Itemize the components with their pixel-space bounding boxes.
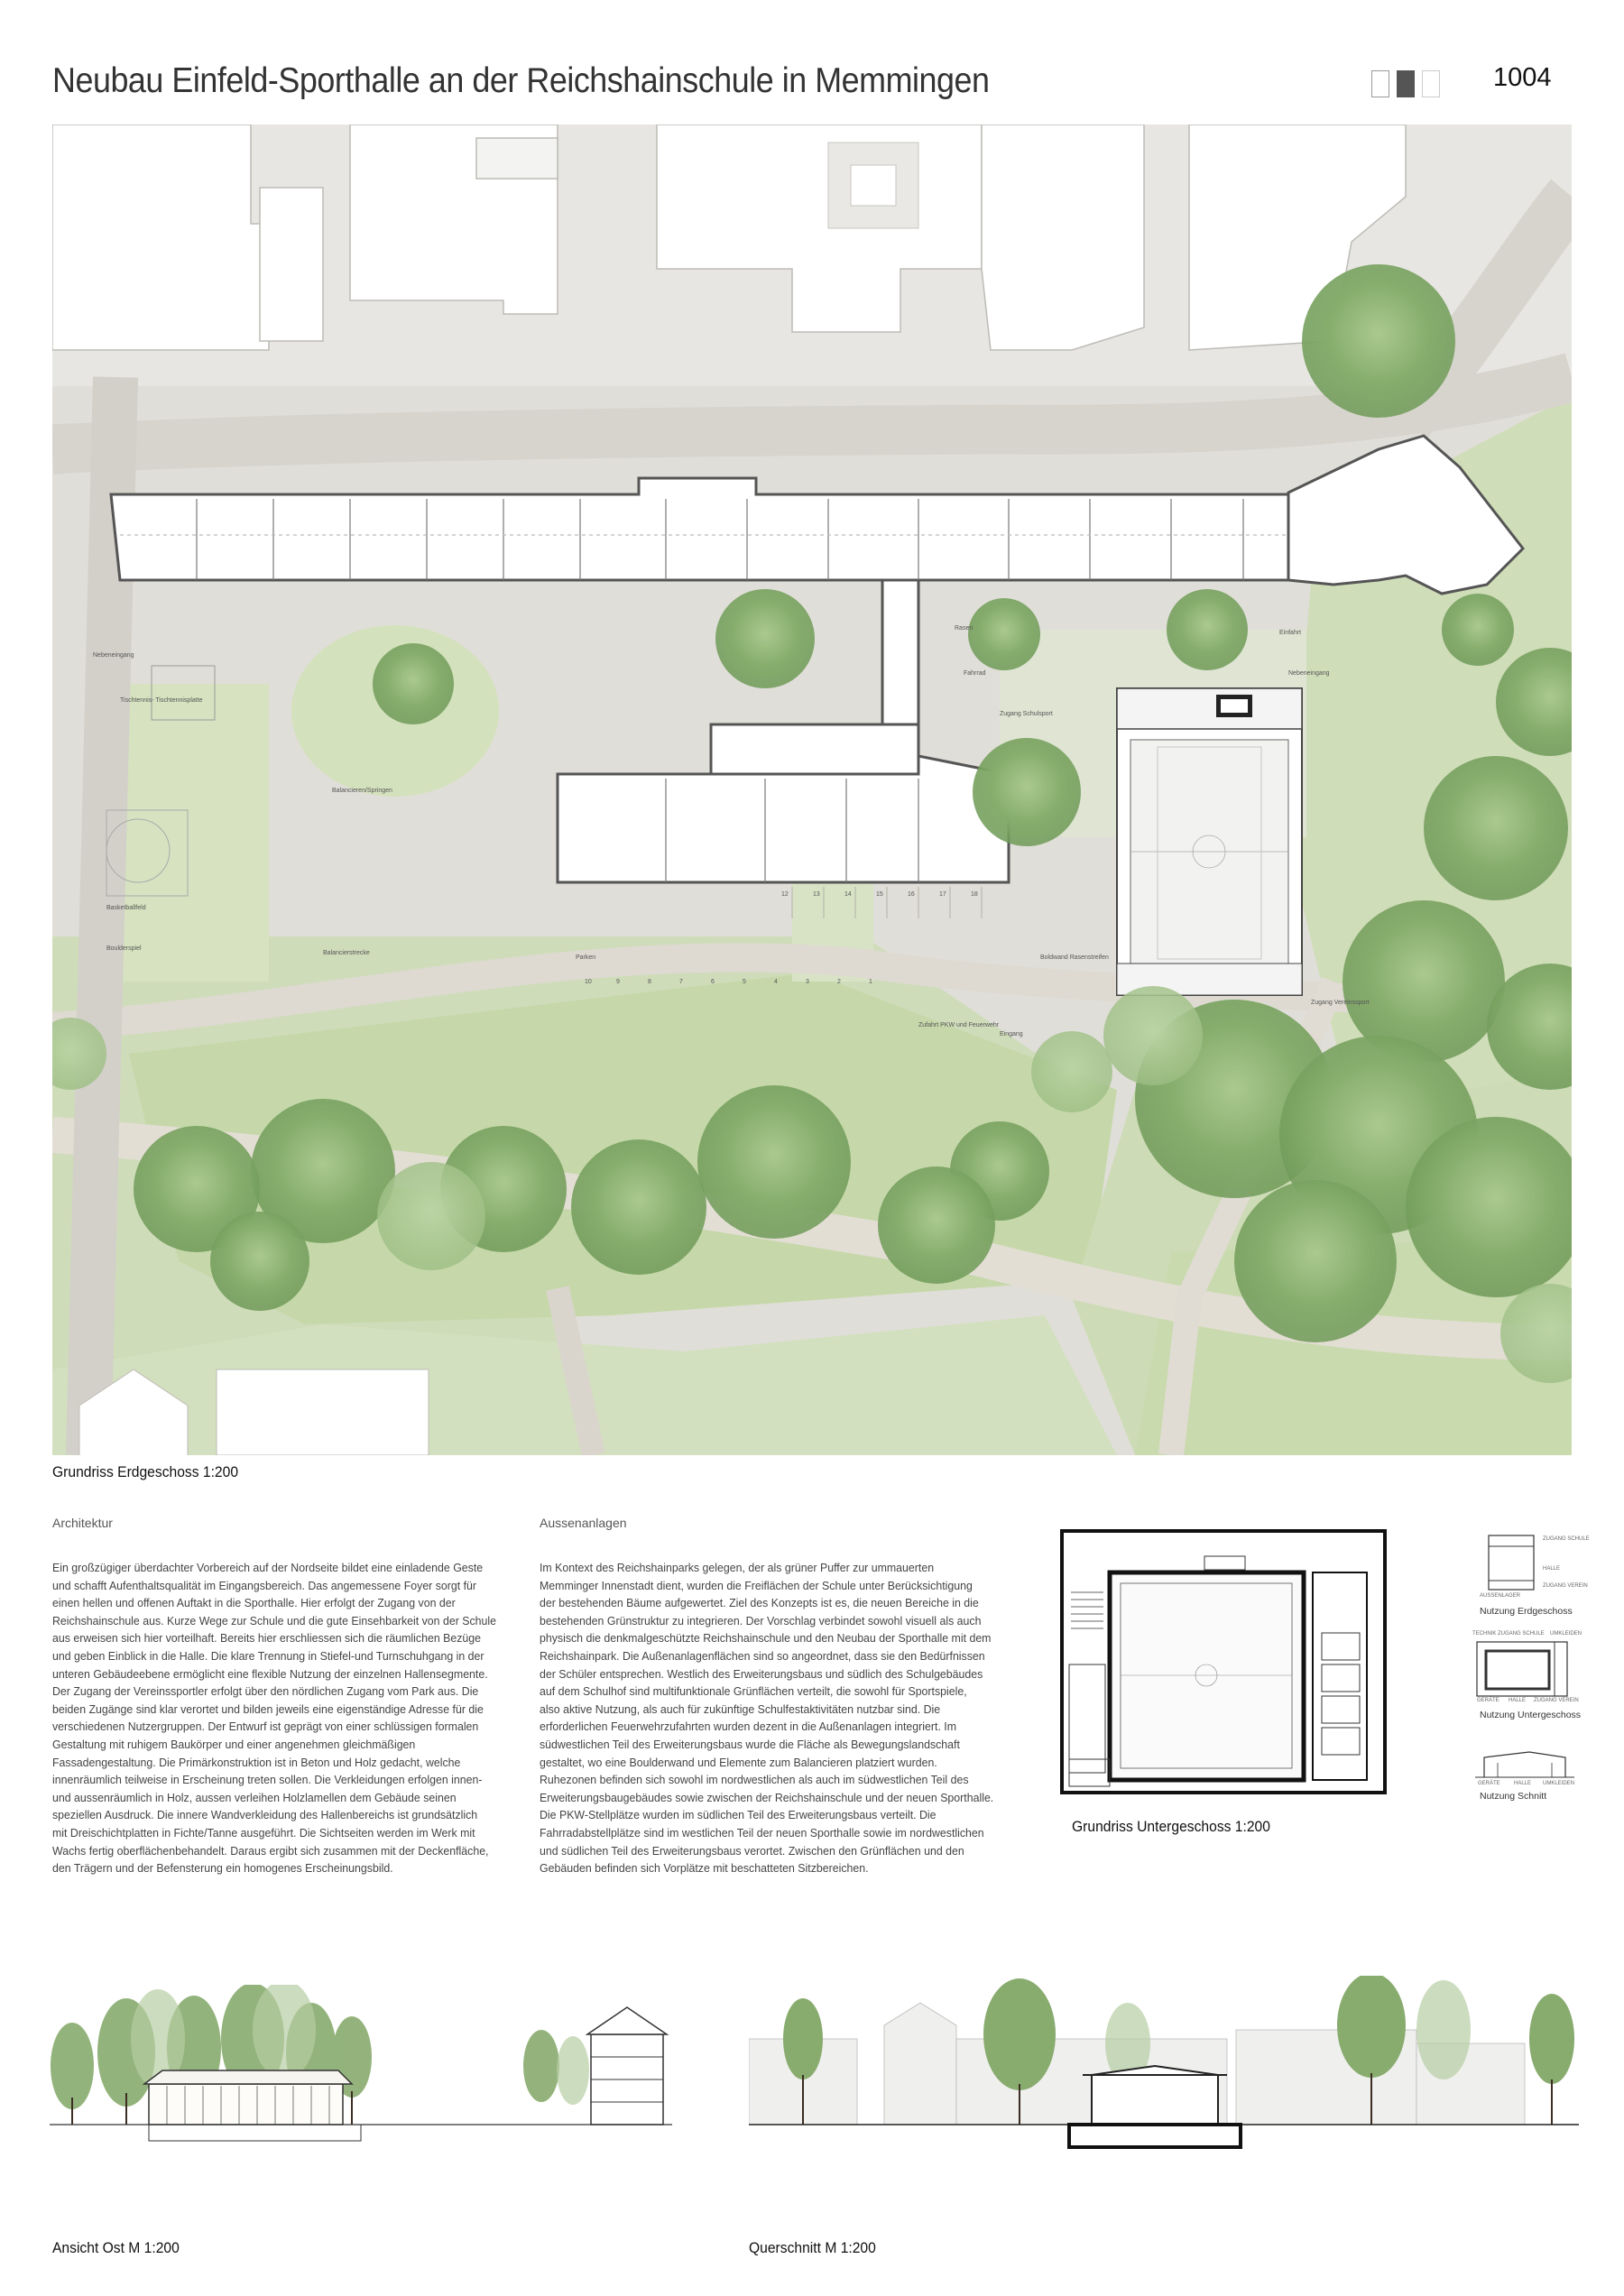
aussenanlagen-line: Im Kontext des Reichshainparks gelegen, der als grüner Puffer zur ummauerten [540, 1561, 935, 1574]
label-einfahrt: Einfahrt [1279, 630, 1302, 636]
floorplan-untergeschoss [1060, 1529, 1387, 1800]
nutzung-ug-caption: Nutzung Untergeschoss [1480, 1710, 1582, 1720]
parking-number: 10 [585, 979, 592, 985]
label-tischtennis: Tischtennis- Tischtennisplatte [120, 697, 203, 704]
aussenanlagen-line: Erweiterungsbaugebäudes sowie zwischen der Reichshainschule und der neuen Sporthalle. [540, 1790, 994, 1804]
parking-number: 14 [844, 891, 852, 898]
label-zugang-vereinssport: Zugang Vereinssport [1311, 1000, 1370, 1006]
architektur-line: verschiedenen Nutzergruppen. Der Entwurf ist geprägt von einer schlüssigen formalen [52, 1720, 479, 1734]
label-zugang-schulsport: Zugang Schulsport [1000, 711, 1053, 717]
site-plan [52, 124, 1572, 1455]
architektur-text [52, 1559, 532, 1877]
architektur-line: und aussenräumlich in Holz, aussen verleihen Holzlamellen dem Gebäude seinen [52, 1790, 457, 1804]
nutzung-untergeschoss-diagram [1475, 1640, 1574, 1703]
label-bolzwand: Boldwand Rasenstreifen [1040, 954, 1109, 961]
aussenanlagen-line: Ruhezonen befinden sich sowohl im nordwestlichen als auch im südwestlichen Teil des [540, 1773, 969, 1787]
aussenanlagen-line: der bestehenden Bäume aufgewertet. Ziel des Konzepts ist es, die neuen Bereiche in die [540, 1596, 979, 1610]
label-zufahrt: Zufahrt PKW und Feuerwehr [918, 1022, 1000, 1028]
label-parken: Parken [576, 954, 596, 961]
nutzung-ug-label-technik: TECHNIK [1472, 1631, 1497, 1637]
floorplan-ug-caption: Grundriss Untergeschoss 1:200 [1072, 1818, 1270, 1835]
architektur-line: speziellen Ausdruck. Die innere Wandverkleidung des Hallenbereichs ist grundsätzlich [52, 1808, 478, 1822]
architektur-line: und geben Einblick in die Halle. Die klare Trennung in Stiefel-und Turnschuhgang in der [52, 1648, 484, 1663]
page-title: Neubau Einfeld-Sporthalle an der Reichshainschule in Memmingen [52, 61, 990, 100]
parking-number: 2 [837, 979, 841, 985]
architektur-heading: Architektur [52, 1516, 113, 1530]
architektur-line: innenräumlich teilweise in Erscheinung treten sollen. Die Verkleidungen erfolgen innen- [52, 1773, 483, 1787]
siteplan-caption: Grundriss Erdgeschoss 1:200 [52, 1463, 239, 1480]
architektur-line: und schafft Aufenthaltsqualität im Eingangsbereich. Das angemessene Foyer sorgt für [52, 1578, 477, 1592]
legend-square-filled [1397, 70, 1415, 97]
ansicht-ost-drawing [50, 1985, 672, 2147]
architektur-line: Fassadengestaltung. Die Primärkonstruktion ist in Beton und Holz gedacht, welche [52, 1755, 461, 1769]
parking-number: 12 [781, 891, 789, 898]
aussenanlagen-heading: Aussenanlagen [540, 1516, 627, 1530]
parking-number: 13 [813, 891, 820, 898]
architektur-line: den Trägern und der Befensterung ein homogenes Erscheinungsbild. [52, 1861, 393, 1876]
querschnitt-caption: Querschnitt M 1:200 [749, 2239, 876, 2256]
aussenanlagen-text [540, 1559, 1020, 1877]
architektur-line: Ein großzügiger überdachter Vorbereich auf der Nordseite bildet eine einladende Geste [52, 1561, 484, 1574]
nutzung-ug-label-halle: HALLE [1509, 1698, 1527, 1703]
parking-number: 18 [971, 891, 978, 898]
architektur-line: aus erweisen sich hier vorteilhaft. Bereits hier erschliessen sich die räumlichen Bezüge [52, 1631, 482, 1646]
aussenanlagen-line: südwestlichen Teil des Erweiterungsbaus wurde die Fläche als Bewegungslandschaft [540, 1737, 960, 1751]
parking-number: 16 [908, 891, 915, 898]
aussenanlagen-line: Fahrradabstellplätze sind im westlichen Teil der neuen Sporthalle sowie im nordwestlichen [540, 1825, 984, 1840]
architektur-line: beiden Zugänge sind klar verortet und bilden jeweils eine eigenständige Adresse für die [52, 1701, 484, 1716]
architektur-line: Reichshainschule aus. Kurze Wege zur Schule und die gute Einsehbarkeit von der Schule [52, 1613, 497, 1627]
label-rasen: Rasen [955, 625, 973, 632]
parking-number: 17 [939, 891, 946, 898]
nutzung-schnitt-label-halle: HALLE [1514, 1781, 1532, 1786]
nutzung-ug-label-zugang-schule: ZUGANG SCHULE [1498, 1631, 1545, 1637]
nutzung-schnitt-caption: Nutzung Schnitt [1480, 1791, 1547, 1802]
label-nebeneingang-e: Nebeneingang [1288, 670, 1330, 677]
parking-number: 8 [648, 979, 651, 985]
competition-number: 1004 [1493, 63, 1552, 92]
parking-number: 15 [876, 891, 883, 898]
nutzung-eg-label-zugang-schule: ZUGANG SCHULE [1543, 1536, 1590, 1542]
architektur-line: Wachs fertig oberflächenbehandelt. Daraus ergibt sich zusammen mit der Deckenfläche, [52, 1843, 489, 1858]
aussenanlagen-line: gestaltet, wo eine Boulderwand und Elemente zum Balancieren platziert wurden. [540, 1755, 937, 1769]
parking-number: 3 [806, 979, 809, 985]
label-fahrrad: Fahrrad [964, 670, 986, 677]
architektur-line: Der Zugang der Vereinssportler erfolgt über den nördlichen Zugang vom Park aus. Die [52, 1684, 479, 1699]
nutzung-ug-label-umkleiden: UMKLEIDEN [1550, 1631, 1582, 1637]
aussenanlagen-line: also aktive Nutzung, als auch für zukünftige Schulfestaktivitäten nutzbar sind. Die [540, 1701, 941, 1716]
parking-number: 1 [869, 979, 872, 985]
label-eingang: Eingang [1000, 1031, 1023, 1037]
nutzung-eg-label-halle: HALLE [1543, 1566, 1561, 1572]
nutzung-eg-label-zugang-verein: ZUGANG VEREIN [1543, 1583, 1588, 1589]
parking-number: 7 [679, 979, 683, 985]
parking-number: 9 [616, 979, 620, 985]
nutzung-schnitt-diagram [1475, 1750, 1574, 1782]
parking-number: 6 [711, 979, 715, 985]
querschnitt-drawing [749, 1976, 1579, 2152]
label-nebeneingang-w: Nebeneingang [93, 652, 134, 659]
aussenanlagen-line: Gebäuden befinden sich Vorplätze mit beschatteten Sitzbereichen. [540, 1861, 869, 1876]
aussenanlagen-line: auf dem Schulhof sind multifunktionale Grünflächen verteilt, die sowohl für Sportspiele, [540, 1684, 967, 1699]
legend-square-empty-2 [1422, 70, 1440, 97]
architektur-line: Gestaltung mit ruhigem Baukörper und einer angenehmen gleichmäßigen [52, 1737, 416, 1751]
aussenanlagen-line: Reichshainpark. Die Außenanlagenflächen sind so angeordnet, dass sie den Bedürfnissen [540, 1648, 985, 1663]
label-balancieren: Balancieren/Springen [332, 788, 392, 794]
architektur-line: unteren Gebäudeebene ermöglicht eine flexible Nutzung der einzelnen Hallensegmente. [52, 1666, 488, 1681]
site-plan-drawing [52, 124, 1572, 1455]
nutzung-eg-label-aussenlager: AUSSENLAGER [1480, 1593, 1521, 1599]
aussenanlagen-line: physisch die denkmalgeschützte Reichshainschule und den Neubau der Sporthalle mit dem [540, 1631, 992, 1646]
label-basketballfeld: Basketballfeld [106, 905, 146, 911]
nutzung-eg-caption: Nutzung Erdgeschoss [1480, 1606, 1573, 1617]
legend-square-empty-1 [1371, 70, 1389, 97]
nutzung-ug-label-zugang-verein: ZUGANG VEREIN [1534, 1698, 1579, 1703]
nutzung-ug-label-geraete: GERÄTE [1477, 1698, 1499, 1703]
ansicht-ost-caption: Ansicht Ost M 1:200 [52, 2239, 180, 2256]
nutzung-schnitt-label-umkleiden: UMKLEIDEN [1543, 1781, 1575, 1786]
label-balancierstrecke: Balancierstrecke [323, 950, 370, 956]
architektur-line: einen hellen und offenen Auftakt in die Sporthalle. Hier erfolgt der Zugang von der [52, 1596, 456, 1610]
aussenanlagen-line: bestehenden Grünstruktur zu integrieren. Der Vorschlag verbindet sowohl visuell als auch [540, 1613, 982, 1627]
aussenanlagen-line: erforderlichen Feuerwehrzufahrten wurden dezent in die Außenanlagen integriert. Im [540, 1720, 957, 1734]
label-boulderspiel: Boulderspiel [106, 945, 142, 952]
aussenanlagen-line: der Schüler entsprechen. Westlich des Erweiterungsbaus und südlich des Schulgebäudes [540, 1666, 983, 1681]
aussenanlagen-line: Die PKW-Stellplätze wurden im südlichen Teil des Erweiterungsbaus verteilt. Die [540, 1808, 937, 1822]
nutzung-schnitt-label-geraete: GERÄTE [1478, 1781, 1500, 1786]
parking-number: 5 [743, 979, 746, 985]
parking-number: 4 [774, 979, 778, 985]
aussenanlagen-line: Memminger Innenstadt dient, wurden die Freiflächen der Schule unter Berücksichtigung [540, 1578, 973, 1592]
aussenanlagen-line: und südlichen Teil des Erweiterungsbaus verortet. Zwischen den Grünflächen und den [540, 1843, 964, 1858]
architektur-line: mit Dreischichtplatten in Fichte/Tanne ausgeführt. Die Sichtseiten werden im Werk mit [52, 1825, 475, 1840]
